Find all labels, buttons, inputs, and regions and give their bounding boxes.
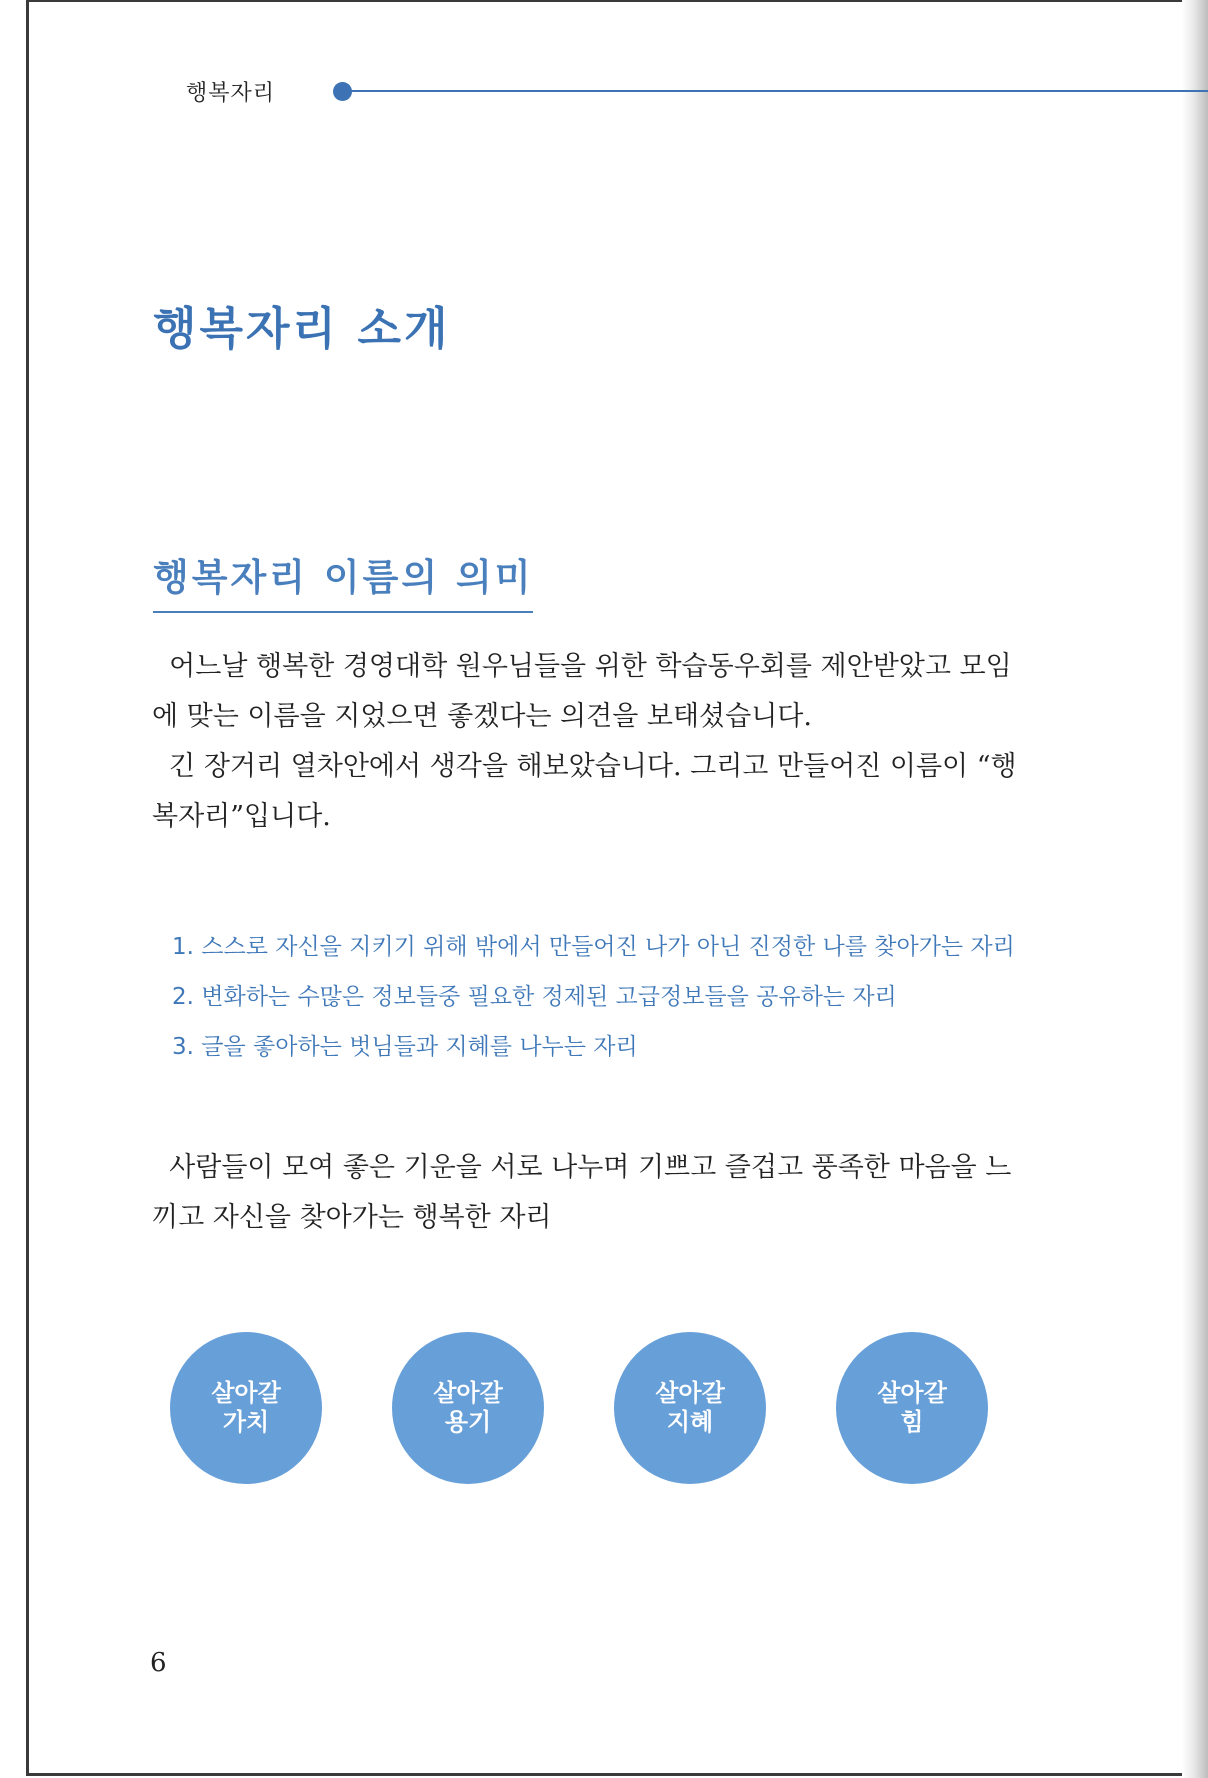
value-circle-line2: 지혜 [666,1408,714,1436]
meaning-list [172,922,1015,1072]
value-circle-wisdom [614,1332,766,1484]
running-header-title: 행복자리 [186,81,276,106]
page-number: 6 [150,1648,167,1678]
intro-paragraph: 어느날 행복한 경영대학 원우님들을 위한 학습동우회를 제안받았고 모임에 맞는 이름을 지었으면 좋겠다는 의견을 보태셨습니다. 긴 장거리 열차안에서 생각을 해보았습니다. 그리고 만들어진 이름이 “행복자리”입니다. [152,651,1017,832]
header-rule [350,90,1208,92]
section-title: 행복자리 이름의 의미 [153,547,533,613]
summary-paragraph: 사람들이 모여 좋은 기운을 서로 나누며 기쁘고 즐겁고 풍족한 마음을 느끼고 자신을 찾아가는 행복한 자리 [152,1152,1012,1233]
value-circle-line1: 살아갈 [877,1379,947,1407]
page-frame [26,0,1208,1776]
value-circle-line2: 가치 [222,1408,270,1436]
list-item: 1. 스스로 자신을 지키기 위해 밖에서 만들어진 나가 아닌 진정한 나를 찾아가는 자리 [172,934,1015,960]
value-circle-line1: 살아갈 [211,1379,281,1407]
value-circles [170,1332,990,1484]
value-circle-value [170,1332,322,1484]
value-circle-courage [392,1332,544,1484]
list-item: 3. 글을 좋아하는 벗님들과 지혜를 나누는 자리 [172,1034,638,1060]
value-circle-line2: 힘 [900,1408,924,1436]
page-title: 행복자리 소개 [153,302,451,355]
page-spine-shadow [1182,0,1208,1778]
value-circle-strength [836,1332,988,1484]
list-item: 2. 변화하는 수많은 정보들중 필요한 정제된 고급정보들을 공유하는 자리 [172,984,897,1010]
value-circle-line1: 살아갈 [655,1379,725,1407]
value-circle-line1: 살아갈 [433,1379,503,1407]
value-circle-line2: 용기 [444,1408,492,1436]
